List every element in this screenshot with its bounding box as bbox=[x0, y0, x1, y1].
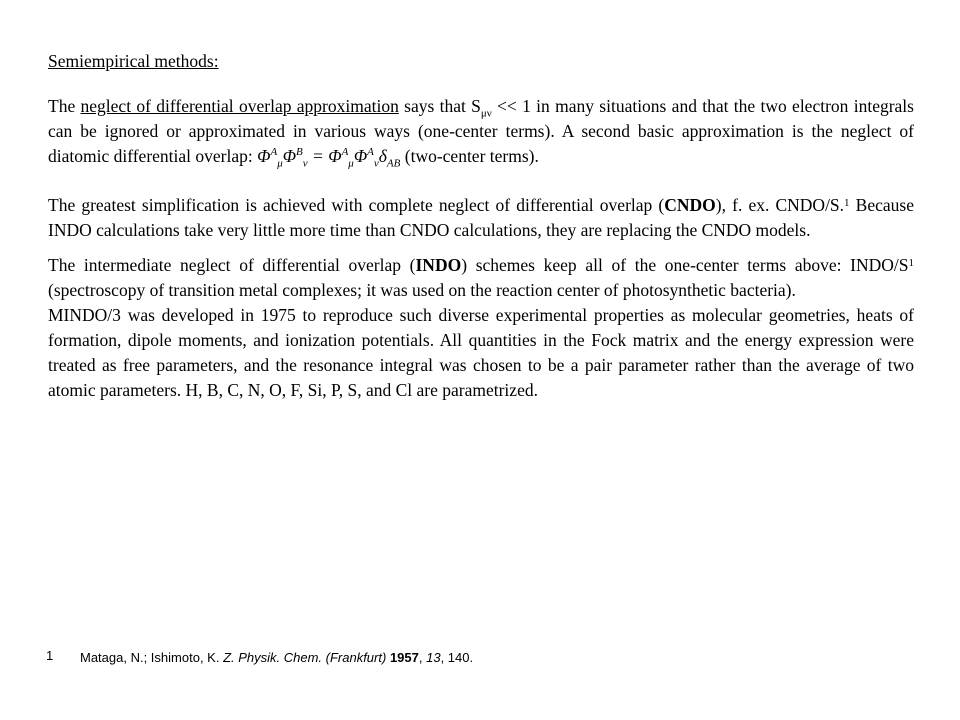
p1-rest2: (two-center terms). bbox=[400, 146, 539, 166]
p1-rest1: << 1 in many situations and that the two electron integrals can be ignored or approximated in various ways (one-center terms). A second basic approximation is the neglect of diatomic differential overlap: bbox=[48, 96, 914, 166]
s-subscript: μν bbox=[480, 107, 492, 120]
p3-b: ) schemes keep all of the one-center terms above: INDO/S bbox=[461, 255, 909, 275]
slide-content bbox=[48, 50, 914, 403]
p3-a: The intermediate neglect of differential overlap ( bbox=[48, 255, 416, 275]
paragraph-cndo bbox=[48, 191, 914, 243]
p2-a: The greatest simplification is achieved with complete neglect of differential overlap ( bbox=[48, 195, 665, 215]
paragraph-mindo: MINDO/3 was developed in 1975 to reproduce such diverse experimental properties as molecular geometries, heats of formation, dipole moments, and ionization potentials. All quantities in the Fock matrix and the energy expression were treated as free parameters, and the resonance integral was chosen to be a pair parameter rather than the average of two atomic parameters. H, B, C, N, O, F, Si, P, S, and Cl are parametrized. bbox=[48, 305, 914, 400]
ndo-formula: $\Phi^A_\mu\Phi^B_\nu = \Phi^A_\mu\Phi^A_\nu\delta_{AB}$ bbox=[257, 146, 401, 170]
p1-intro: The bbox=[48, 96, 81, 116]
p3-c: (spectroscopy of transition metal complexes; it was used on the reaction center of photosynthetic bacteria). bbox=[48, 280, 796, 300]
footnote-citation: Mataga, N.; Ishimoto, K. Z. Physik. Chem. (Frankfurt) 1957, 13, 140. bbox=[80, 650, 474, 665]
paragraph-indo bbox=[48, 251, 914, 303]
p1-says: says that S bbox=[398, 96, 481, 116]
indo-term: INDO bbox=[415, 255, 462, 275]
p3-footnote-ref: 1 bbox=[908, 257, 914, 269]
footnote-number: 1 bbox=[46, 648, 54, 663]
ndo-term: neglect of differential overlap approximation bbox=[80, 96, 399, 116]
slide-heading: Semiempirical methods: bbox=[48, 51, 219, 71]
p2-b: ), f. ex. CNDO/S. bbox=[715, 195, 845, 215]
paragraph-ndo bbox=[48, 94, 914, 169]
p2-c: Because INDO calculations take very little more time than CNDO calculations, they are replacing the CNDO models. bbox=[48, 195, 914, 240]
cndo-term: CNDO bbox=[664, 195, 716, 215]
p2-footnote-ref: 1 bbox=[844, 197, 850, 209]
